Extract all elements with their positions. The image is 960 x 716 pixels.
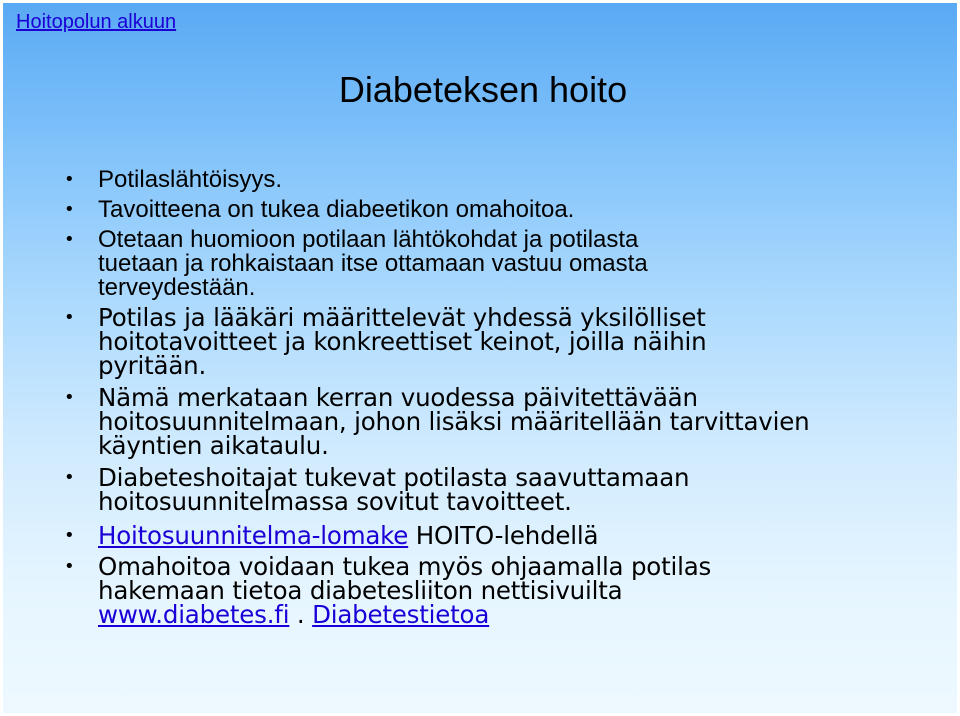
list-item-text: pyritään. — [98, 351, 207, 380]
list-item-text: Otetaan huomioon potilaan lähtökohdat ja potilasta — [98, 226, 639, 253]
list-item-text: HOITO-lehdellä — [408, 521, 599, 550]
bullet-icon: • — [64, 467, 75, 488]
list-item-text: hoitosuunnitelmassa sovitut tavoitteet. — [98, 487, 572, 516]
bullet-icon: • — [64, 169, 75, 190]
back-to-start-link[interactable]: Hoitopolun alkuun — [16, 11, 177, 33]
list-item-text: hoitosuunnitelmaan, johon lisäksi määritellään tarvittavien — [98, 407, 810, 436]
list-item-text: hoitotavoitteet ja konkreettiset keinot, joilla näihin — [98, 327, 707, 356]
list-item-text: tuetaan ja rohkaistaan itse ottamaan vastuu omasta — [98, 250, 648, 277]
care-plan-form-link[interactable]: Hoitosuunnitelma-lomake — [98, 521, 409, 550]
bullet-icon: • — [64, 556, 75, 577]
list-item — [64, 552, 938, 629]
page-title: Diabeteksen hoito — [338, 69, 628, 110]
bullet-list — [64, 166, 938, 629]
list-item — [64, 521, 938, 550]
list-item — [64, 166, 938, 193]
list-item-text: Omahoitoa voidaan tukea myös ohjaamalla potilas — [98, 552, 712, 581]
list-item-text: Tavoitteena on tukea diabeetikon omahoitoa. — [98, 196, 575, 223]
list-item — [64, 196, 938, 223]
slide — [3, 3, 957, 713]
bullet-icon: • — [64, 307, 75, 328]
bullet-icon: • — [64, 229, 75, 250]
diabetes-fi-link[interactable]: www.diabetes.fi — [98, 600, 290, 629]
list-item-text — [98, 600, 938, 629]
list-item — [64, 226, 938, 301]
list-item-text: hakemaan tietoa diabetesliiton nettisivuilta — [98, 576, 623, 605]
list-item-text: terveydestään. — [98, 274, 256, 301]
list-item — [64, 463, 938, 516]
bullet-icon: • — [64, 199, 75, 220]
bullet-icon: • — [64, 525, 75, 546]
separator: . — [289, 600, 313, 629]
list-item-text: Diabeteshoitajat tukevat potilasta saavuttamaan — [98, 463, 690, 492]
list-item — [64, 383, 938, 460]
list-item-text: käyntien aikataulu. — [98, 431, 329, 460]
list-item-text — [98, 521, 938, 550]
list-item-text: Nämä merkataan kerran vuodessa päivitettävään — [98, 383, 698, 412]
diabetestietoa-link[interactable]: Diabetestietoa — [312, 600, 490, 629]
list-item-text: Potilaslähtöisyys. — [98, 166, 283, 193]
list-item — [64, 303, 938, 380]
list-item-text: Potilas ja lääkäri määrittelevät yhdessä yksilölliset — [98, 303, 706, 332]
bullet-icon: • — [64, 387, 75, 408]
